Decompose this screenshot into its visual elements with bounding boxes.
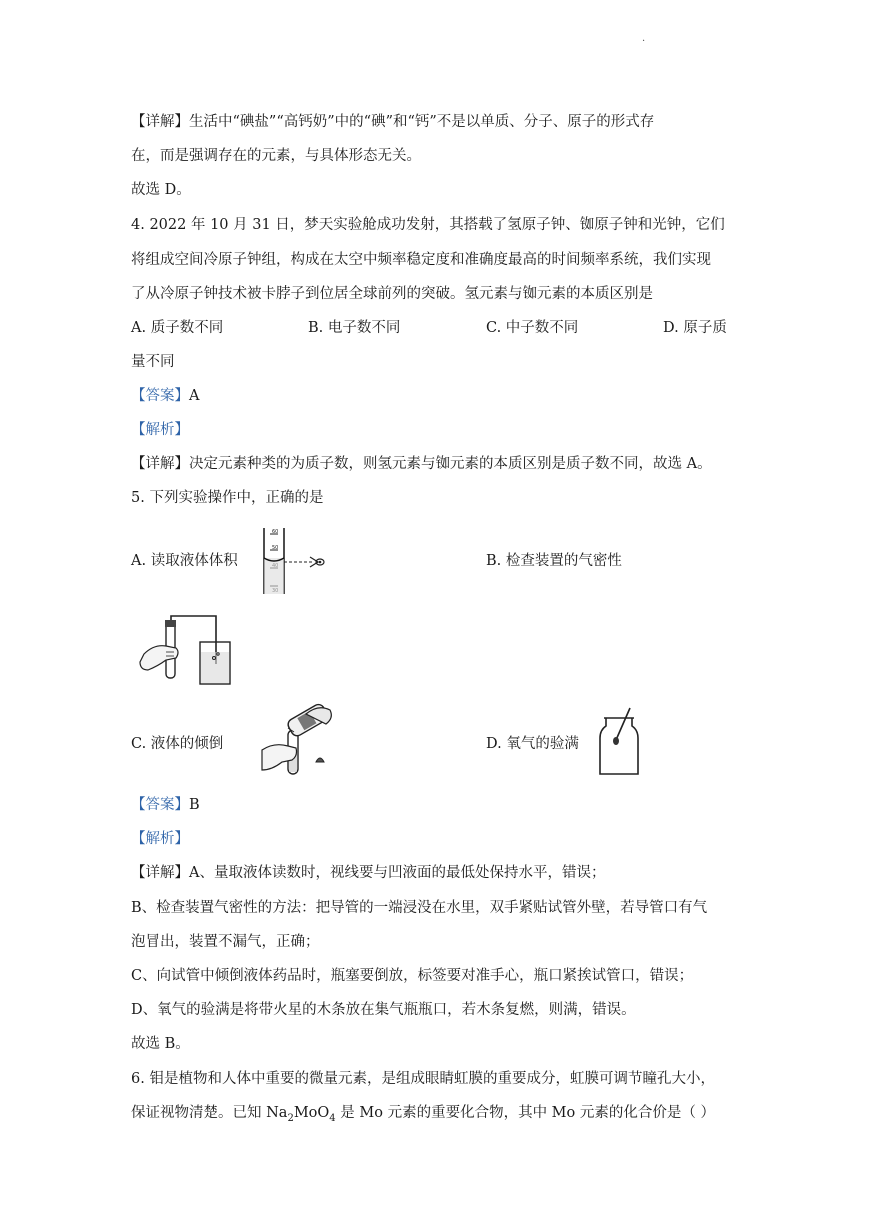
q4-stem-2: 将组成空间冷原子钟组，构成在太空中频率稳定度和准确度最高的时间频率系统，我们实现 <box>131 252 711 268</box>
q4-detail-line <box>131 454 712 474</box>
q3-detail-tag: 【详解】 <box>131 114 189 130</box>
graduated-cylinder-figure <box>256 526 328 596</box>
q4-option-a: A. 质子数不同 <box>131 320 224 336</box>
q4-answer: A <box>189 388 200 404</box>
formula-sub-2: 2 <box>287 1112 294 1124</box>
q5-detail-b-2: 泡冒出，装置不漏气，正确； <box>131 934 320 950</box>
q6-stem-2-pre: 保证视物清楚。已知 <box>131 1105 267 1121</box>
oxygen-check-figure <box>596 706 644 778</box>
q5-detail-d: D、氧气的验满是将带火星的木条放在集气瓶瓶口，若木条复燃，则满，错误。 <box>131 1002 636 1018</box>
q5-analysis-tag: 【解析】 <box>131 831 189 847</box>
q4-option-b: B. 电子数不同 <box>308 320 401 336</box>
q4-detail-tag: 【详解】 <box>131 456 189 472</box>
q5-answer: B <box>189 797 200 813</box>
formula-na: Na <box>266 1105 288 1121</box>
q4-option-d: D. 原子质 <box>663 320 727 336</box>
q4-stem-3: 了从冷原子钟技术被卡脖子到位居全球前列的突破。氢元素与铷元素的本质区别是 <box>131 286 653 302</box>
q5-detail-line-a <box>131 863 605 883</box>
formula-moo: MoO <box>293 1105 330 1121</box>
q3-detail-line-1 <box>131 112 654 132</box>
q5-detail-c: C、向试管中倾倒液体药品时，瓶塞要倒放，标签要对准手心，瓶口紧挨试管口，错误； <box>131 968 694 984</box>
formula-sub-4: 4 <box>329 1112 336 1124</box>
q5-option-d: D. 氧气的验满 <box>486 736 579 752</box>
q5-detail-b-1: B、检查装置气密性的方法：把导管的一端浸没在水里，双手紧贴试管外壁，若导管口有气 <box>131 900 708 916</box>
q4-answer-line <box>131 386 199 406</box>
q3-detail-line-2: 在，而是强调存在的元素，与具体形态无关。 <box>131 148 421 164</box>
cylinder-tick-label: 60 <box>272 529 279 535</box>
q4-answer-tag: 【答案】 <box>131 388 189 404</box>
q4-option-c: C. 中子数不同 <box>486 320 579 336</box>
cylinder-tick-label: 50 <box>272 545 279 551</box>
q4-detail-text: 决定元素种类的为质子数，则氢元素与铷元素的本质区别是质子数不同，故选 A。 <box>189 456 712 472</box>
q5-stem: 5. 下列实验操作中，正确的是 <box>131 490 324 506</box>
airtightness-apparatus-figure <box>136 614 236 688</box>
q3-conclusion: 故选 D。 <box>131 182 191 198</box>
q4-analysis-tag: 【解析】 <box>131 422 189 438</box>
q5-option-c: C. 液体的倾倒 <box>131 736 224 752</box>
header-mark: · <box>642 36 646 47</box>
q5-detail-tag: 【详解】 <box>131 865 189 881</box>
q5-option-b: B. 检查装置的气密性 <box>486 553 622 569</box>
q5-detail-a: A、量取液体读数时，视线要与凹液面的最低处保持水平，错误； <box>189 865 606 881</box>
q5-option-a: A. 读取液体体积 <box>131 553 238 569</box>
liquid-pouring-figure <box>248 700 338 780</box>
q4-stem-1: 4. 2022 年 10 月 31 日，梦天实验舱成功发射，其搭载了氢原子钟、铷原子钟和光钟，它们 <box>131 217 725 233</box>
q5-answer-tag: 【答案】 <box>131 797 189 813</box>
q6-stem-1: 6. 钼是植物和人体中重要的微量元素，是组成眼睛虹膜的重要成分，虹膜可调节瞳孔大小， <box>131 1071 715 1087</box>
q4-option-d-cont: 量不同 <box>131 354 175 370</box>
q6-stem-2 <box>131 1103 715 1123</box>
q5-conclusion: 故选 B。 <box>131 1036 190 1052</box>
q5-answer-line <box>131 795 200 815</box>
q3-detail-text-1: 生活中“碘盐”“高钙奶”中的“碘”和“钙”不是以单质、分子、原子的形式存 <box>189 114 655 130</box>
q6-stem-2-post: 是 Mo 元素的重要化合物，其中 Mo 元素的化合价是（ ） <box>335 1105 715 1121</box>
